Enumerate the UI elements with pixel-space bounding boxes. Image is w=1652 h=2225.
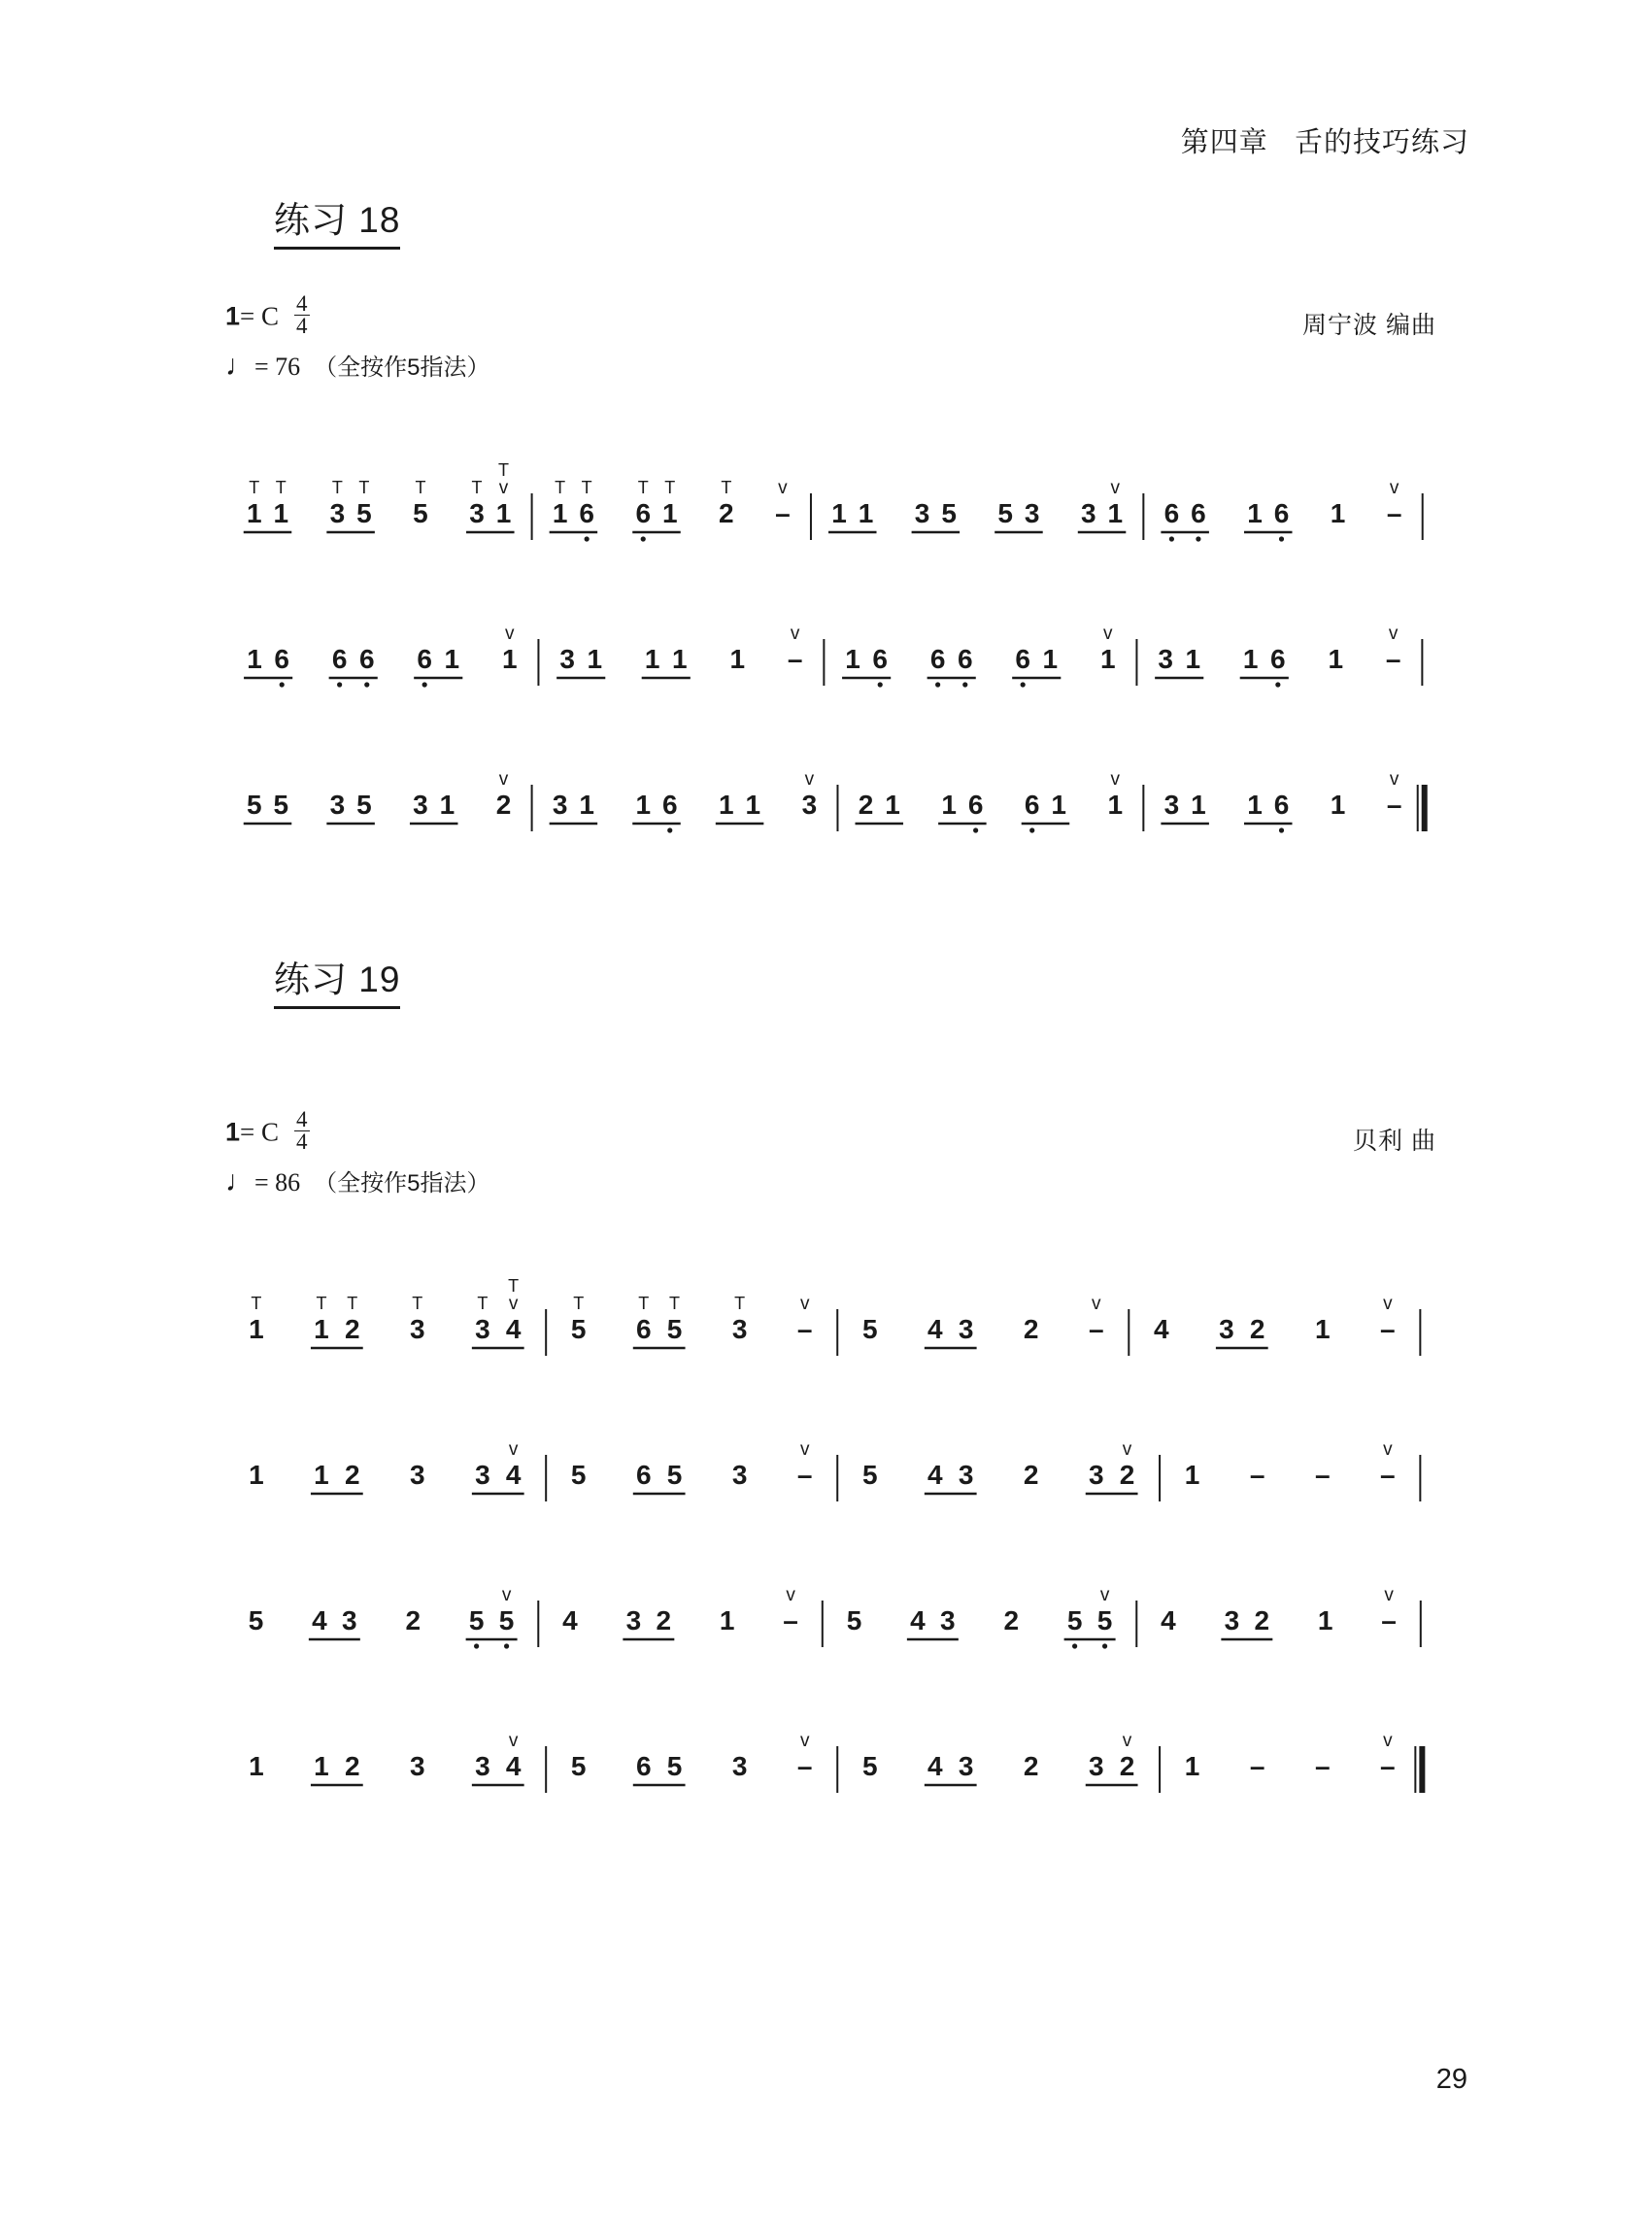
jianpu-note: 1	[672, 644, 688, 674]
breath-mark: v	[1122, 1439, 1132, 1460]
breath-mark: v	[1110, 478, 1121, 498]
jianpu-note: 3	[1219, 1314, 1234, 1344]
jianpu-note: 5	[997, 498, 1013, 528]
jianpu-note: 1	[1242, 644, 1259, 674]
low-octave-dot	[364, 682, 369, 687]
quarter-note-icon: ♩	[225, 350, 254, 382]
jianpu-note: 2	[1023, 1751, 1039, 1781]
breath-mark: v	[1122, 1731, 1132, 1751]
jianpu-note: 4	[1161, 1605, 1176, 1635]
jianpu-note: 5	[666, 1751, 683, 1781]
tongue-mark: T	[638, 1294, 650, 1313]
jianpu-note: 5	[570, 1751, 587, 1781]
jianpu-note: 5	[468, 1605, 485, 1635]
jianpu-note: 5	[861, 1751, 878, 1781]
breath-mark: v	[1092, 1294, 1101, 1314]
tongue-mark: T	[734, 1294, 746, 1313]
jianpu-note: 3	[469, 498, 485, 528]
jianpu-note: 1	[941, 790, 957, 820]
dash-note: –	[1314, 1751, 1331, 1781]
jianpu-note: 5	[356, 790, 372, 820]
jianpu-note: 1	[858, 498, 874, 528]
jianpu-note: 3	[731, 1751, 748, 1781]
jianpu-note: 3	[731, 1460, 748, 1490]
jianpu-note: 3	[940, 1605, 956, 1635]
jianpu-note: 6	[1273, 498, 1290, 528]
jianpu-note: 5	[356, 498, 372, 528]
breath-mark: v	[1099, 1585, 1110, 1605]
jianpu-note: 4	[927, 1314, 943, 1344]
jianpu-note: 1	[501, 644, 518, 674]
jianpu-note: 5	[248, 1605, 264, 1635]
dash-note: –	[1386, 498, 1402, 528]
dash-note: –	[1380, 1751, 1396, 1781]
dash-note: –	[783, 1605, 798, 1635]
tongue-mark: T	[412, 1294, 423, 1313]
jianpu-note: 3	[559, 644, 575, 674]
jianpu-note: 3	[1088, 1751, 1104, 1781]
tongue-mark: T	[471, 478, 483, 497]
breath-mark: v	[778, 478, 788, 498]
dash-note: –	[1380, 1314, 1396, 1344]
jianpu-note: 1	[314, 1751, 329, 1781]
jianpu-note: 6	[635, 1314, 652, 1344]
low-octave-dot	[1275, 682, 1280, 687]
jianpu-note: 1	[1184, 1751, 1200, 1781]
jianpu-note: 2	[495, 790, 512, 820]
jianpu-note: 3	[1088, 1460, 1104, 1490]
jianpu-note: 6	[331, 644, 348, 674]
low-octave-dot	[1021, 682, 1026, 687]
jianpu-note: 3	[958, 1314, 974, 1344]
jianpu-note: 4	[505, 1751, 522, 1781]
jianpu-note: 2	[1023, 1314, 1039, 1344]
low-octave-dot	[1072, 1643, 1077, 1648]
jianpu-note: 3	[625, 1605, 642, 1635]
tempo-value: = 86	[254, 1168, 301, 1197]
low-octave-dot	[1102, 1643, 1107, 1648]
tongue-mark: T	[669, 1294, 681, 1313]
exercise-18-title: 练习 18	[274, 190, 400, 250]
jianpu-note: 1	[1107, 790, 1124, 820]
jianpu-note: 2	[1254, 1605, 1270, 1635]
breath-mark: v	[498, 478, 509, 498]
tongue-mark: T	[581, 478, 592, 497]
time-signature: $\frac{4}{4}$	[296, 291, 308, 338]
tongue-mark: T	[249, 478, 260, 497]
low-octave-dot	[1279, 827, 1284, 832]
low-octave-dot	[280, 682, 285, 687]
jianpu-note: 6	[661, 790, 678, 820]
jianpu-note: 3	[329, 498, 346, 528]
dash-note: –	[1380, 1460, 1396, 1490]
jianpu-note: 1	[719, 1605, 735, 1635]
jianpu-note: 2	[1023, 1460, 1039, 1490]
jianpu-note: 1	[644, 644, 660, 674]
page-number: 29	[1435, 2064, 1467, 2095]
tongue-mark: T	[415, 478, 426, 497]
jianpu-note: 2	[344, 1460, 360, 1490]
low-octave-dot	[667, 827, 672, 832]
dash-note: –	[796, 1751, 813, 1781]
breath-mark: v	[799, 1731, 810, 1751]
low-octave-dot	[962, 682, 967, 687]
jianpu-note: 2	[1003, 1605, 1020, 1635]
jianpu-note: 3	[410, 1460, 425, 1490]
jianpu-note: 1	[1330, 790, 1346, 820]
breath-mark: v	[508, 1731, 519, 1751]
tempo-value: = 76	[254, 353, 301, 381]
dash-note: –	[796, 1314, 813, 1344]
jianpu-note: 1	[1184, 1460, 1200, 1490]
breath-mark: v	[1110, 769, 1121, 790]
fingering-note: （全按作5指法）	[314, 354, 490, 381]
jianpu-note: 5	[273, 790, 289, 820]
low-octave-dot	[337, 682, 342, 687]
jianpu-note: 2	[344, 1314, 360, 1344]
jianpu-note: 1	[1247, 498, 1263, 528]
jianpu-note: 2	[656, 1605, 672, 1635]
jianpu-note: 2	[405, 1605, 421, 1635]
jianpu-note: 6	[358, 644, 375, 674]
jianpu-note: 1	[1317, 1605, 1333, 1635]
jianpu-note: 6	[967, 790, 984, 820]
dash-note: –	[1249, 1751, 1265, 1781]
tongue-mark: T	[508, 1276, 520, 1296]
exercise-18-composer: 周宁波 编曲	[1302, 312, 1436, 339]
jianpu-note: 3	[475, 1314, 490, 1344]
jianpu-note: 6	[635, 1751, 652, 1781]
jianpu-note: 3	[958, 1460, 974, 1490]
low-octave-dot	[1279, 536, 1284, 541]
jianpu-note: 3	[475, 1460, 490, 1490]
jianpu-note: 5	[861, 1460, 878, 1490]
breath-mark: v	[498, 769, 509, 790]
jianpu-note: 1	[444, 644, 460, 674]
jianpu-note: 2	[1249, 1314, 1265, 1344]
jianpu-note: 1	[719, 790, 734, 820]
breath-mark: v	[799, 1294, 810, 1314]
jianpu-note: 6	[1015, 644, 1030, 674]
quarter-note-icon: ♩	[225, 1165, 254, 1197]
jianpu-note: 3	[475, 1751, 490, 1781]
jianpu-note: 4	[505, 1314, 522, 1344]
tongue-mark: T	[251, 1294, 262, 1313]
jianpu-note: 1	[439, 790, 455, 820]
jianpu-note: 6	[872, 644, 889, 674]
low-octave-dot	[641, 536, 646, 541]
jianpu-note: 6	[635, 498, 652, 528]
low-octave-dot	[422, 682, 427, 687]
jianpu-note: 1	[661, 498, 678, 528]
tongue-mark: T	[664, 478, 676, 497]
jianpu-note: 1	[1191, 790, 1206, 820]
jianpu-note: 6	[1163, 498, 1180, 528]
jianpu-note: 3	[413, 790, 428, 820]
breath-mark: v	[1383, 1731, 1393, 1751]
tongue-mark: T	[477, 1294, 489, 1313]
jianpu-note: 5	[941, 498, 957, 528]
jianpu-note: 3	[1158, 644, 1173, 674]
jianpu-note: 1	[495, 498, 512, 528]
jianpu-note: 5	[570, 1460, 587, 1490]
dash-note: –	[796, 1460, 813, 1490]
jianpu-note: 2	[344, 1751, 360, 1781]
tongue-mark: T	[721, 478, 732, 497]
jianpu-note: 6	[1191, 498, 1206, 528]
jianpu-note: 5	[666, 1460, 683, 1490]
jianpu-note: 1	[729, 644, 746, 674]
jianpu-note: 3	[1081, 498, 1096, 528]
breath-mark: v	[501, 1585, 512, 1605]
tongue-mark: T	[275, 478, 287, 497]
jianpu-note: 6	[417, 644, 432, 674]
jianpu-note: 3	[801, 790, 818, 820]
jianpu-note: 1	[249, 1314, 264, 1344]
jianpu-note: 5	[861, 1314, 878, 1344]
jianpu-note: 1	[1330, 498, 1346, 528]
jianpu-note: 5	[1096, 1605, 1113, 1635]
jianpu-note: 5	[413, 498, 428, 528]
jianpu-note: 3	[342, 1605, 357, 1635]
jianpu-note: 4	[927, 1751, 943, 1781]
jianpu-note: 3	[731, 1314, 748, 1344]
jianpu-note: 4	[910, 1605, 926, 1635]
breath-mark: v	[1383, 1294, 1393, 1314]
jianpu-note: 1	[635, 790, 652, 820]
jianpu-note: 6	[929, 644, 946, 674]
jianpu-note: 1	[885, 790, 900, 820]
tongue-mark: T	[573, 1294, 585, 1313]
jianpu-note: 1	[247, 644, 262, 674]
jianpu-note: 1	[314, 1314, 329, 1344]
jianpu-note: 1	[831, 498, 847, 528]
jianpu-note: 3	[1163, 790, 1180, 820]
breath-mark: v	[504, 624, 515, 644]
jianpu-note: 5	[846, 1605, 862, 1635]
jianpu-note: 5	[1066, 1605, 1083, 1635]
jianpu-note: 4	[312, 1605, 327, 1635]
exercise-19-composer: 贝利 曲	[1353, 1128, 1436, 1155]
jianpu-note: 1	[1107, 498, 1124, 528]
breath-mark: v	[1389, 769, 1399, 790]
dash-note: –	[1314, 1460, 1331, 1490]
jianpu-note: 6	[274, 644, 290, 674]
jianpu-note: 1	[1314, 1314, 1331, 1344]
exercise-19-title: 练习 19	[274, 950, 400, 1009]
jianpu-note: 3	[410, 1751, 425, 1781]
low-octave-dot	[474, 1643, 479, 1648]
tongue-mark: T	[637, 478, 649, 497]
breath-mark: v	[786, 1585, 795, 1605]
low-octave-dot	[935, 682, 940, 687]
breath-mark: v	[508, 1294, 519, 1314]
jianpu-note: 1	[1051, 790, 1067, 820]
jianpu-note: 3	[1024, 498, 1040, 528]
tongue-mark: T	[347, 1294, 358, 1313]
jianpu-note: 1	[845, 644, 860, 674]
jianpu-note: 1	[273, 498, 289, 528]
chapter-label: 第四章	[1180, 127, 1268, 158]
key-note: = C	[240, 1117, 280, 1147]
jianpu-note: 4	[505, 1460, 522, 1490]
jianpu-note: 1	[1328, 644, 1344, 674]
low-octave-dot	[1029, 827, 1034, 832]
dash-note: –	[1249, 1460, 1265, 1490]
jianpu-note: 3	[914, 498, 930, 528]
key-note: = C	[240, 301, 280, 331]
jianpu-note: 6	[579, 498, 594, 528]
jianpu-note: 2	[1119, 1751, 1135, 1781]
jianpu-note: 3	[410, 1314, 425, 1344]
dash-note: –	[1386, 790, 1402, 820]
jianpu-note: 6	[1024, 790, 1040, 820]
jianpu-note: 4	[562, 1605, 578, 1635]
jianpu-note: 3	[552, 790, 568, 820]
breath-mark: v	[1388, 624, 1399, 644]
dash-note: –	[787, 644, 803, 674]
breath-mark: v	[790, 624, 800, 644]
breath-mark: v	[804, 769, 815, 790]
jianpu-note: 6	[1273, 790, 1290, 820]
jianpu-note: 1	[587, 644, 603, 674]
jianpu-note: 1	[552, 498, 568, 528]
jianpu-note: 1	[1099, 644, 1116, 674]
key-degree: 1	[225, 301, 241, 331]
jianpu-note: 6	[957, 644, 973, 674]
low-octave-dot	[878, 682, 883, 687]
dash-note: –	[775, 498, 791, 528]
jianpu-note: 1	[579, 790, 594, 820]
jianpu-note: 5	[498, 1605, 515, 1635]
low-octave-dot	[504, 1643, 509, 1648]
jianpu-note: 1	[1185, 644, 1201, 674]
tongue-mark: T	[316, 1294, 327, 1313]
time-signature: $\frac{4}{4}$	[296, 1107, 308, 1154]
jianpu-note: 2	[719, 498, 734, 528]
section-label: 舌的技巧练习	[1294, 127, 1469, 158]
low-octave-dot	[1169, 536, 1174, 541]
dash-note: –	[1385, 644, 1401, 674]
jianpu-note: 5	[570, 1314, 587, 1344]
jianpu-note: 6	[635, 1460, 652, 1490]
jianpu-note: 1	[246, 498, 262, 528]
breath-mark: v	[1384, 1585, 1394, 1605]
dash-note: –	[1381, 1605, 1397, 1635]
low-octave-dot	[1196, 536, 1200, 541]
jianpu-note: 1	[314, 1460, 329, 1490]
fingering-note: （全按作5指法）	[314, 1170, 490, 1197]
jianpu-note: 4	[927, 1460, 943, 1490]
breath-mark: v	[1102, 624, 1113, 644]
jianpu-note: 5	[666, 1314, 683, 1344]
jianpu-note: 5	[246, 790, 262, 820]
tongue-mark: T	[555, 478, 566, 497]
breath-mark: v	[1383, 1439, 1393, 1460]
jianpu-note: 3	[329, 790, 346, 820]
breath-mark: v	[508, 1439, 519, 1460]
jianpu-note: 6	[1270, 644, 1286, 674]
jianpu-note: 4	[1154, 1314, 1169, 1344]
jianpu-note: 2	[1119, 1460, 1135, 1490]
jianpu-note: 3	[958, 1751, 974, 1781]
breath-mark: v	[799, 1439, 810, 1460]
jianpu-note: 2	[858, 790, 874, 820]
low-octave-dot	[585, 536, 590, 541]
breath-mark: v	[1389, 478, 1399, 498]
tongue-mark: T	[498, 460, 510, 480]
jianpu-note: 1	[1042, 644, 1059, 674]
low-octave-dot	[973, 827, 978, 832]
jianpu-note: 1	[745, 790, 761, 820]
dash-note: –	[1088, 1314, 1104, 1344]
tongue-mark: T	[358, 478, 370, 497]
key-degree: 1	[225, 1117, 241, 1147]
jianpu-note: 1	[249, 1460, 264, 1490]
jianpu-note: 1	[1247, 790, 1263, 820]
jianpu-note: 1	[249, 1751, 264, 1781]
tongue-mark: T	[331, 478, 343, 497]
jianpu-note: 3	[1224, 1605, 1240, 1635]
